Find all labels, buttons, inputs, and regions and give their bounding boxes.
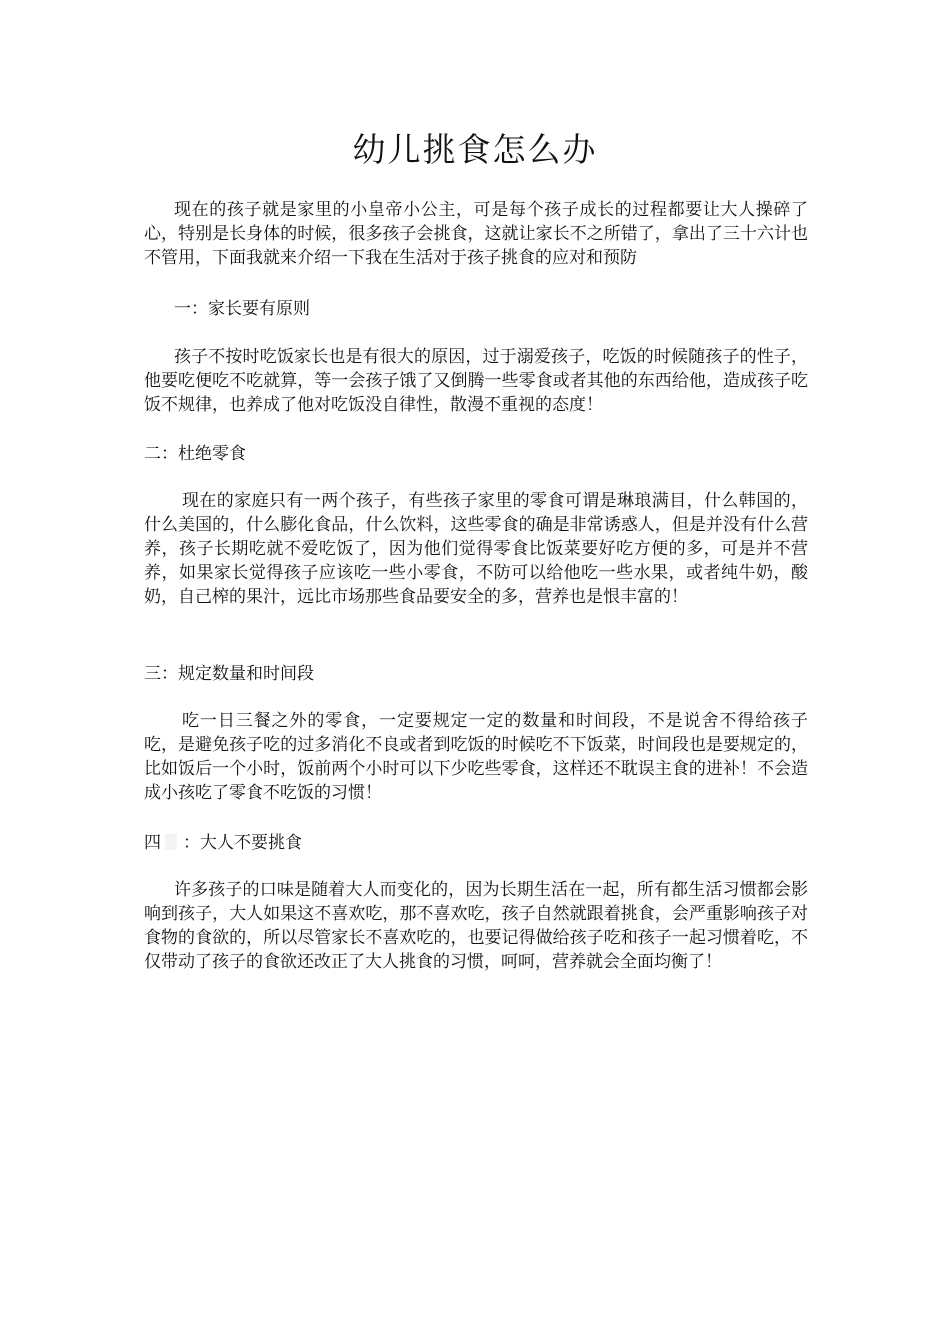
section-heading-4-rest: ：大人不要挑食 [183, 833, 302, 853]
section-body-4: 许多孩子的口味是随着大人而变化的，因为长期生活在一起，所有都生活习惯都会影响到孩子，大人如果这不喜欢吃，那不喜欢吃，孩子自然就跟着挑食，会严重影响孩子对食物的食欲的，所以尽管家长不喜欢吃的，也要记得做给孩子吃和孩子一起习惯着吃，不仅带动了孩子的食欲还改正了大人挑食的习惯，呵呵，营养就会全面均衡了！ [144, 880, 808, 972]
intro-paragraph: 现在的孩子就是家里的小皇帝小公主，可是每个孩子成长的过程都要让大人操碎了心，特别是长身体的时候，很多孩子会挑食，这就让家长不之所错了，拿出了三十六计也不管用，下面我就来介绍一下我在生活对于孩子挑食的应对和预防 [144, 200, 808, 268]
section-heading-2: 二：杜绝零食 [144, 444, 246, 464]
section-body-3: 吃一日三餐之外的零食，一定要规定一定的数量和时间段，不是说舍不得给孩子吃，是避免孩子吃的过多消化不良或者到吃饭的时候吃不下饭菜，时间段也是要规定的，比如饭后一个小时，饭前两个小时可以下少吃些零食，这样还不耽误主食的进补！不会造成小孩吃了零食不吃饭的习惯！ [144, 711, 808, 803]
section-heading-1: 一：家长要有原则 [174, 299, 310, 319]
document-title: 幼儿挑食怎么办 [352, 130, 598, 169]
section-heading-4 [144, 831, 302, 855]
section-heading-3: 三：规定数量和时间段 [144, 664, 314, 684]
section-body-2: 现在的家庭只有一两个孩子，有些孩子家里的零食可谓是琳琅满目，什么韩国的，什么美国的，什么膨化食品，什么饮料，这些零食的确是非常诱惑人，但是并没有什么营养，孩子长期吃就不爱吃饭了，因为他们觉得零食比饭菜要好吃方便的多，可是并不营养，如果家长觉得孩子应该吃一些小零食，不防可以给他吃一些水果，或者纯牛奶，酸奶，自己榨的果汁，远比市场那些食品要安全的多，营养也是恨丰富的！ [144, 491, 808, 607]
faint-mark [165, 834, 177, 850]
section-body-1: 孩子不按时吃饭家长也是有很大的原因，过于溺爱孩子，吃饭的时候随孩子的性子，他要吃便吃不吃就算，等一会孩子饿了又倒腾一些零食或者其他的东西给他，造成孩子吃饭不规律，也养成了他对吃饭没自律性，散漫不重视的态度！ [144, 347, 808, 415]
section-heading-4-prefix: 四 [144, 833, 161, 853]
